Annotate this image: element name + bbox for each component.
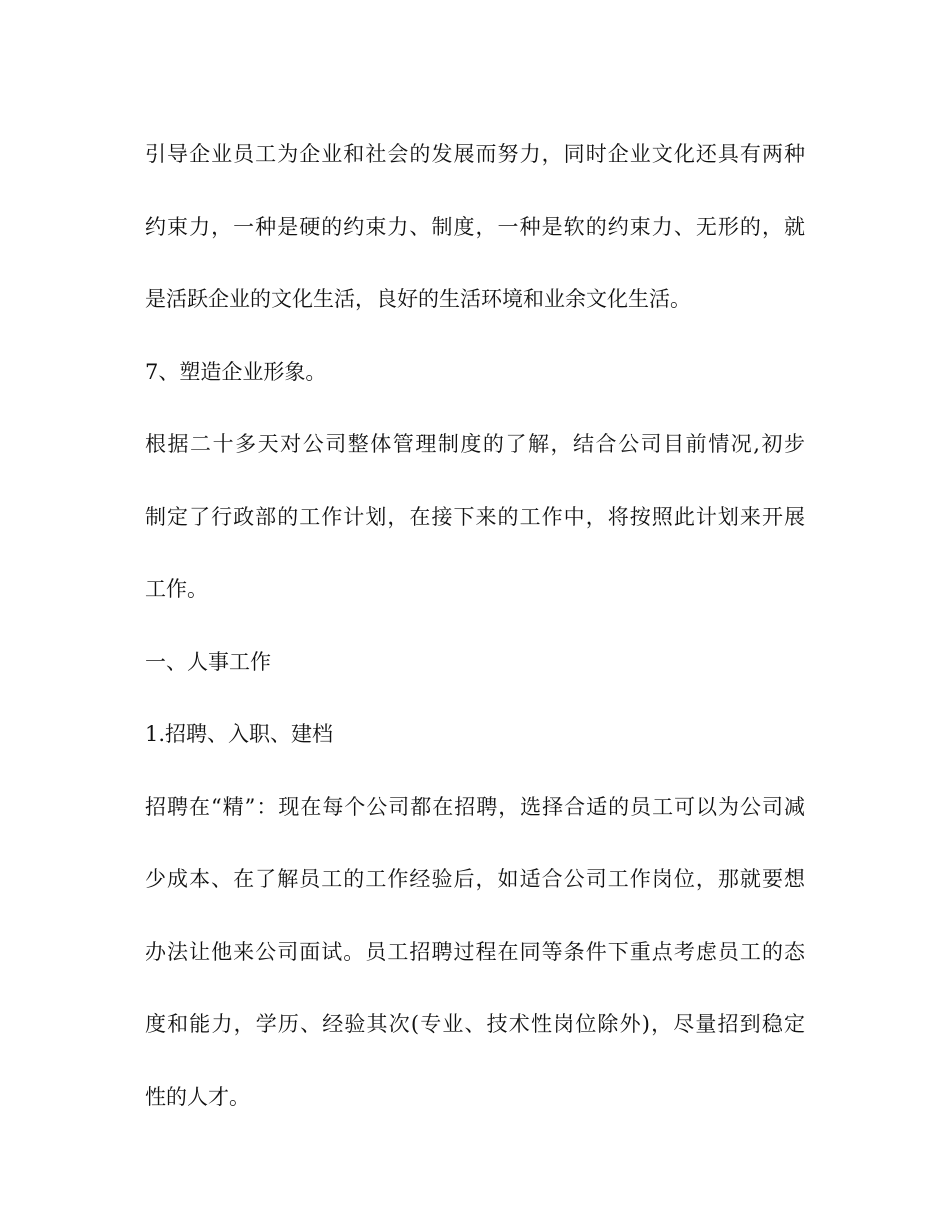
text-line: 引导企业员工为企业和社会的发展而努力，同时企业文化还具有两种 — [145, 142, 805, 166]
text-line: 是活跃企业的文化生活，良好的生活环境和业余文化生活。 — [145, 287, 691, 311]
text-line: 一、人事工作 — [145, 649, 271, 674]
document-body — [145, 118, 805, 1133]
text-line: 制定了行政部的工作计划，在接下来的工作中，将按照此计划来开展 — [145, 504, 805, 529]
paragraph-corporate-culture — [145, 118, 805, 336]
text-line: 少成本、在了解员工的工作经验后，如适合公司工作岗位，那就要想 — [145, 867, 805, 891]
text-line: 7、塑造企业形象。 — [145, 359, 327, 384]
section-heading-hr-work — [145, 626, 805, 699]
text-line: 招聘在“精”：现在每个公司都在招聘，选择合适的员工可以为公司减 — [145, 794, 805, 819]
text-line: 性的人才。 — [145, 1084, 250, 1109]
text-line: 工作。 — [145, 577, 208, 601]
paragraph-item-7 — [145, 336, 805, 409]
paragraph-work-plan — [145, 408, 805, 626]
text-line: 办法让他来公司面试。员工招聘过程在同等条件下重点考虑员工的态 — [145, 939, 805, 964]
text-line: 1.招聘、入职、建档 — [145, 722, 334, 746]
text-line: 度和能力，学历、经验其次(专业、技术性岗位除外)，尽量招到稳定 — [145, 1012, 805, 1036]
text-line: 约束力，一种是硬的约束力、制度，一种是软的约束力、无形的，就 — [145, 214, 805, 239]
paragraph-recruitment — [145, 771, 805, 1134]
subsection-heading-recruitment — [145, 698, 805, 771]
text-line: 根据二十多天对公司整体管理制度的了解，结合公司目前情况,初步 — [145, 432, 805, 456]
